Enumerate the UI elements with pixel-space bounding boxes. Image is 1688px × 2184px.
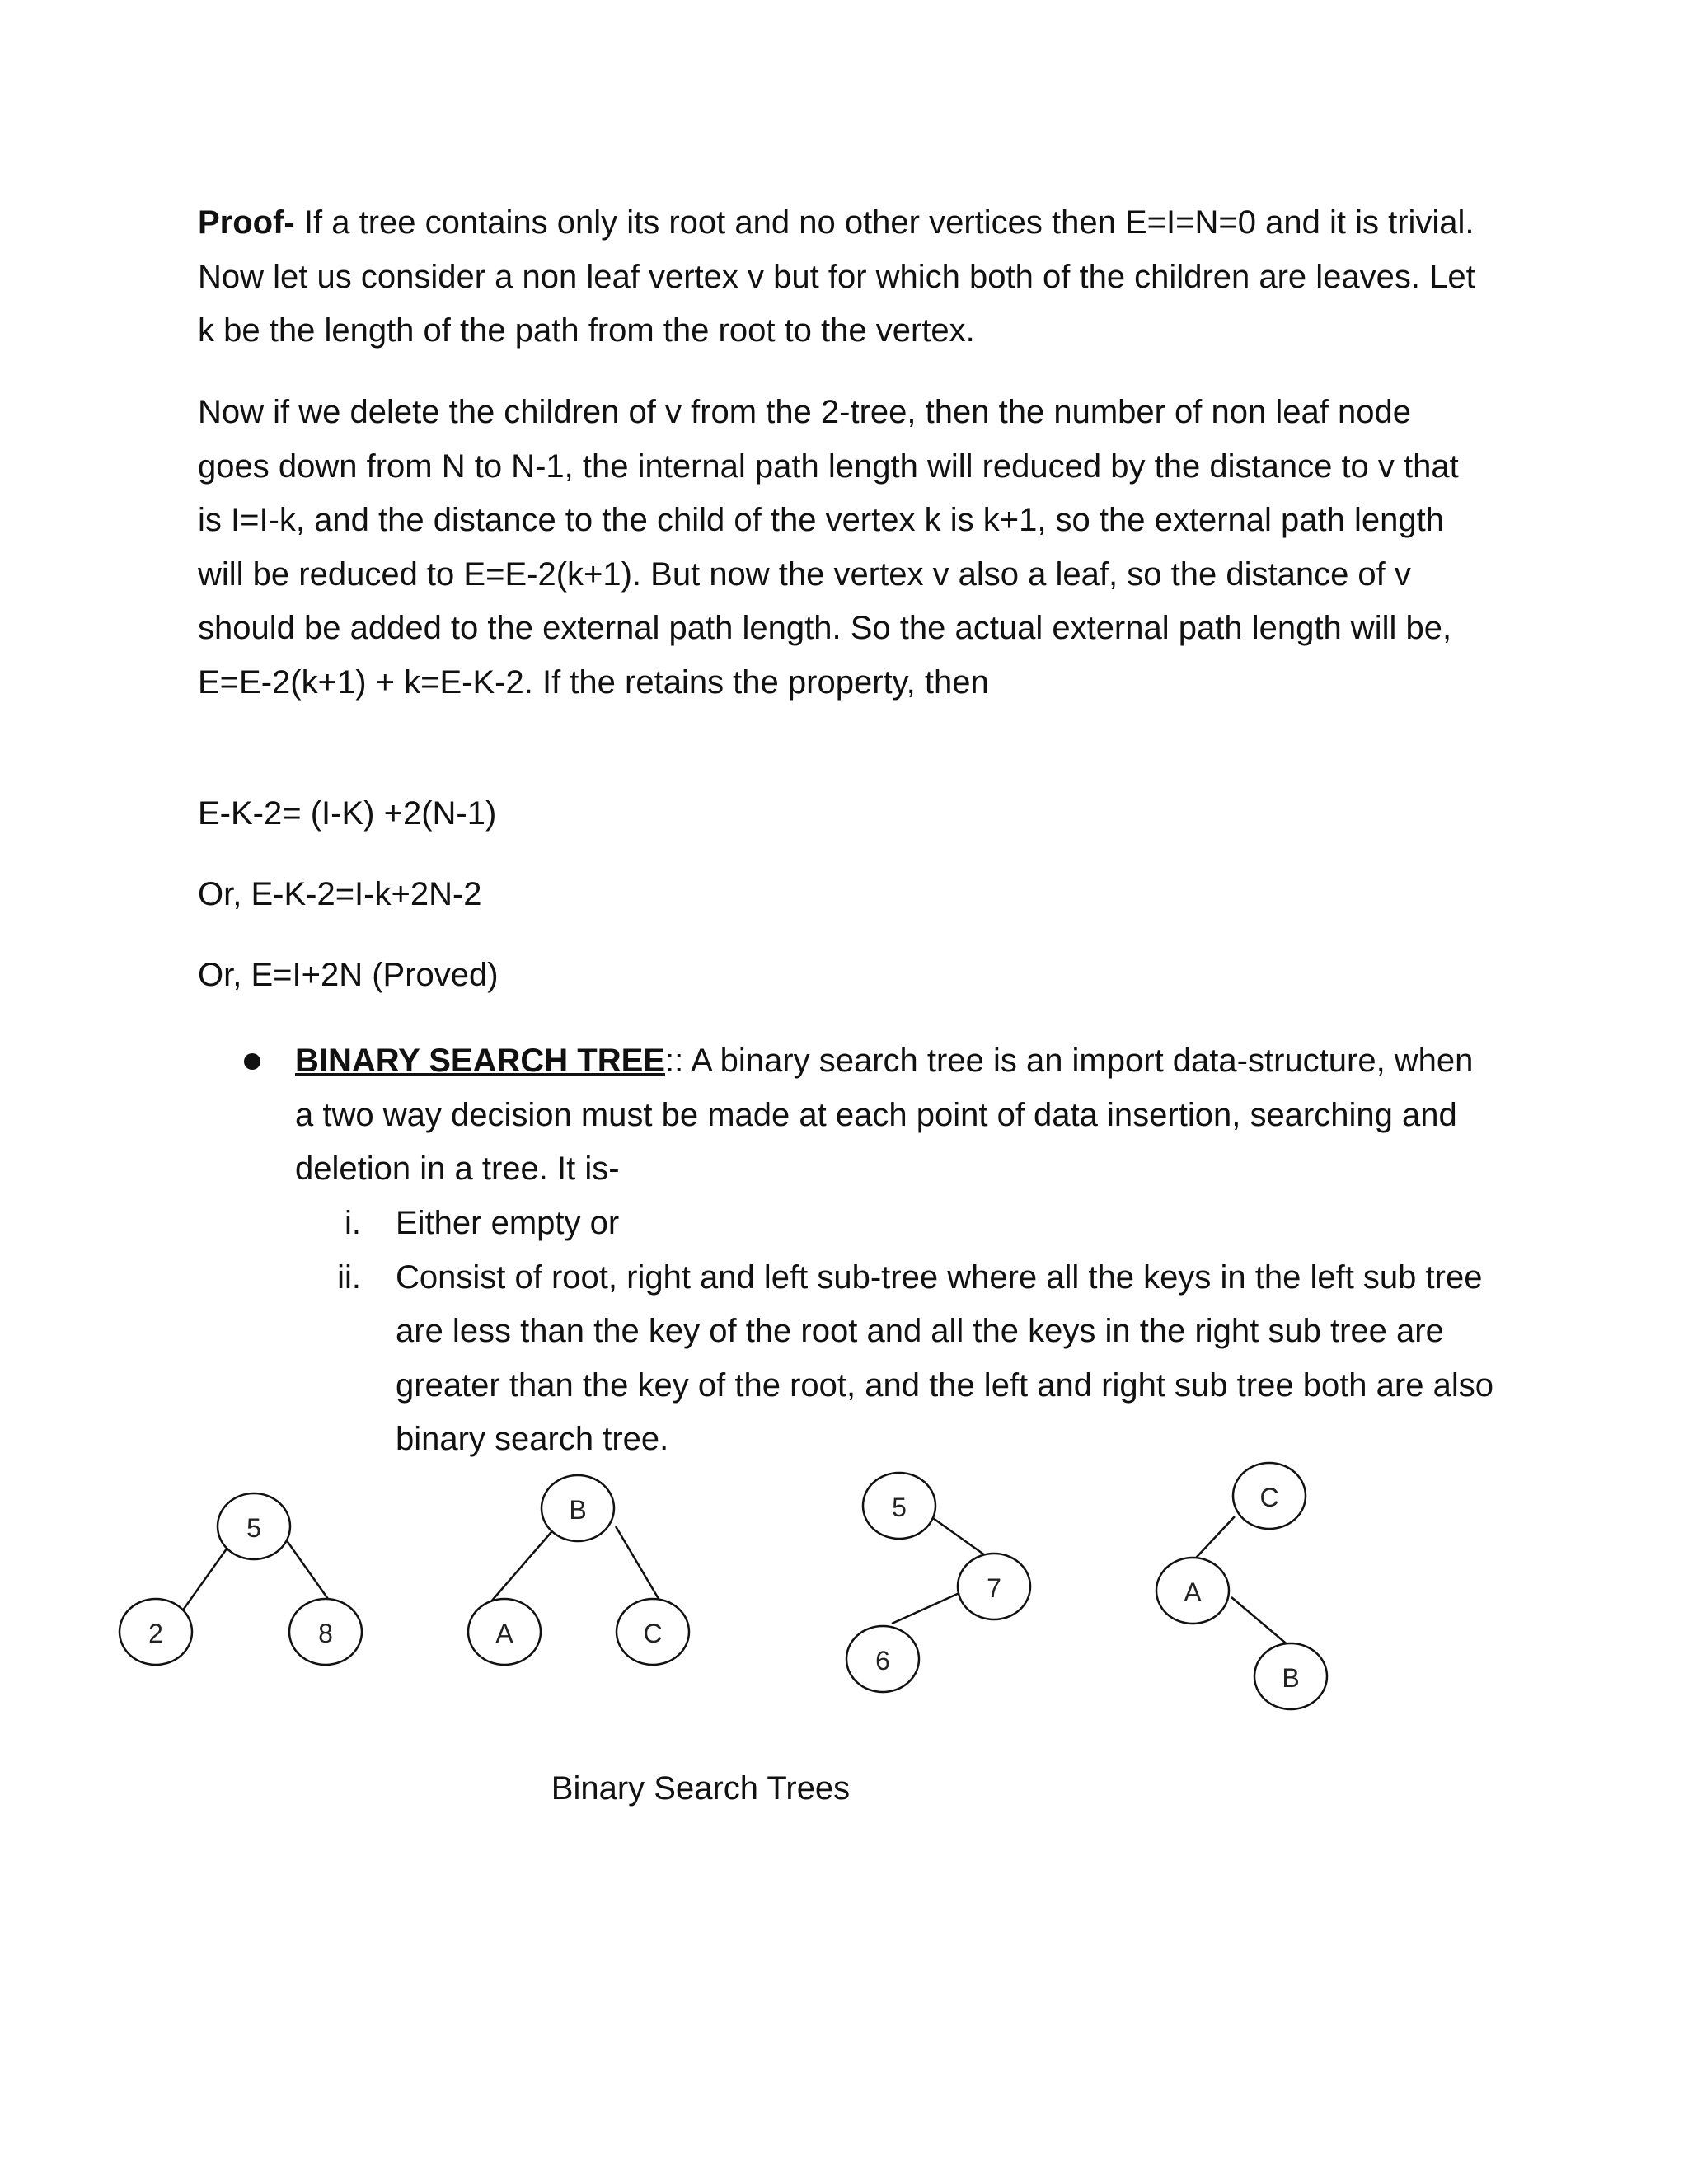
proof-label: Proof- bbox=[198, 204, 295, 241]
bst-diagrams bbox=[0, 1459, 1688, 1722]
bst-definition bbox=[295, 1034, 1498, 1197]
tree-4-left-label: A bbox=[1184, 1577, 1202, 1607]
tree-1-root-label: 5 bbox=[246, 1513, 261, 1543]
list-item-number: ii. bbox=[337, 1258, 361, 1296]
bullet-icon bbox=[244, 1053, 260, 1070]
tree-3-leaf-label: 6 bbox=[875, 1646, 890, 1675]
bst-intro: :: A binary search tree is an import data-structure, when a two way decision must be made at each point of data insertion, searching and deletion in a tree. It is- bbox=[295, 1043, 1474, 1187]
list-item-number: i. bbox=[345, 1205, 361, 1241]
tree-2-root-label: B bbox=[569, 1495, 587, 1525]
list-item-text: Either empty or bbox=[396, 1205, 620, 1241]
tree-3-edge-left bbox=[892, 1592, 961, 1624]
deletion-paragraph: Now if we delete the children of v from the 2-tree, then the number of non leaf node goes down from N to N-1, the internal path length will reduced by the distance to v that is I=I-k, and the distance to the child of the vertex k is k+1, so the external path length will be reduced to E=E-2(k+1). But now the vertex v also a leaf, so the distance of v should be added to the external path length. So the actual external path length will be, E=E-2(k+1) + k=E-K-2. If the retains the property, then bbox=[198, 394, 1459, 701]
tree-2-edge-right bbox=[616, 1526, 663, 1607]
list-item bbox=[295, 1251, 1498, 1467]
tree-2-right-label: C bbox=[643, 1619, 663, 1648]
proof-paragraph bbox=[198, 196, 1484, 359]
bst-title: BINARY SEARCH TREE bbox=[295, 1043, 665, 1079]
equation-2: Or, E-K-2=I-k+2N-2 bbox=[198, 876, 482, 912]
equation-1: E-K-2= (I-K) +2(N-1) bbox=[198, 795, 497, 832]
tree-1-edge-left bbox=[178, 1540, 233, 1617]
tree-4-root-label: C bbox=[1259, 1483, 1279, 1512]
tree-4-edge-right bbox=[1231, 1597, 1290, 1647]
proof-text: If a tree contains only its root and no other vertices then E=I=N=0 and it is trivial. Now let us consider a non leaf vertex v but for which both of the children are leaves. Let k be the length of the path from the root to the vertex. bbox=[198, 204, 1475, 349]
tree-1-edge-right bbox=[286, 1540, 334, 1607]
tree-3-right-label: 7 bbox=[987, 1573, 1001, 1603]
list-item-text: Consist of root, right and left sub-tree where all the keys in the left sub tree are less than the key of the root and all the keys in the right sub tree are greater than the key of the root, and the left and right sub tree both are also binary search tree. bbox=[396, 1258, 1493, 1457]
bst-conditions-list bbox=[295, 1197, 1498, 1467]
tree-1-right-label: 8 bbox=[318, 1619, 333, 1648]
tree-2-left-label: A bbox=[495, 1619, 513, 1648]
list-item bbox=[295, 1197, 1498, 1251]
equation-3: Or, E=I+2N (Proved) bbox=[198, 957, 499, 993]
figure-caption: Binary Search Trees bbox=[551, 1770, 851, 1807]
tree-1-left-label: 2 bbox=[148, 1619, 163, 1648]
bst-diagram-svg bbox=[0, 1459, 1688, 1722]
tree-4-leaf-label: B bbox=[1282, 1663, 1300, 1693]
tree-3-root-label: 5 bbox=[892, 1493, 907, 1522]
